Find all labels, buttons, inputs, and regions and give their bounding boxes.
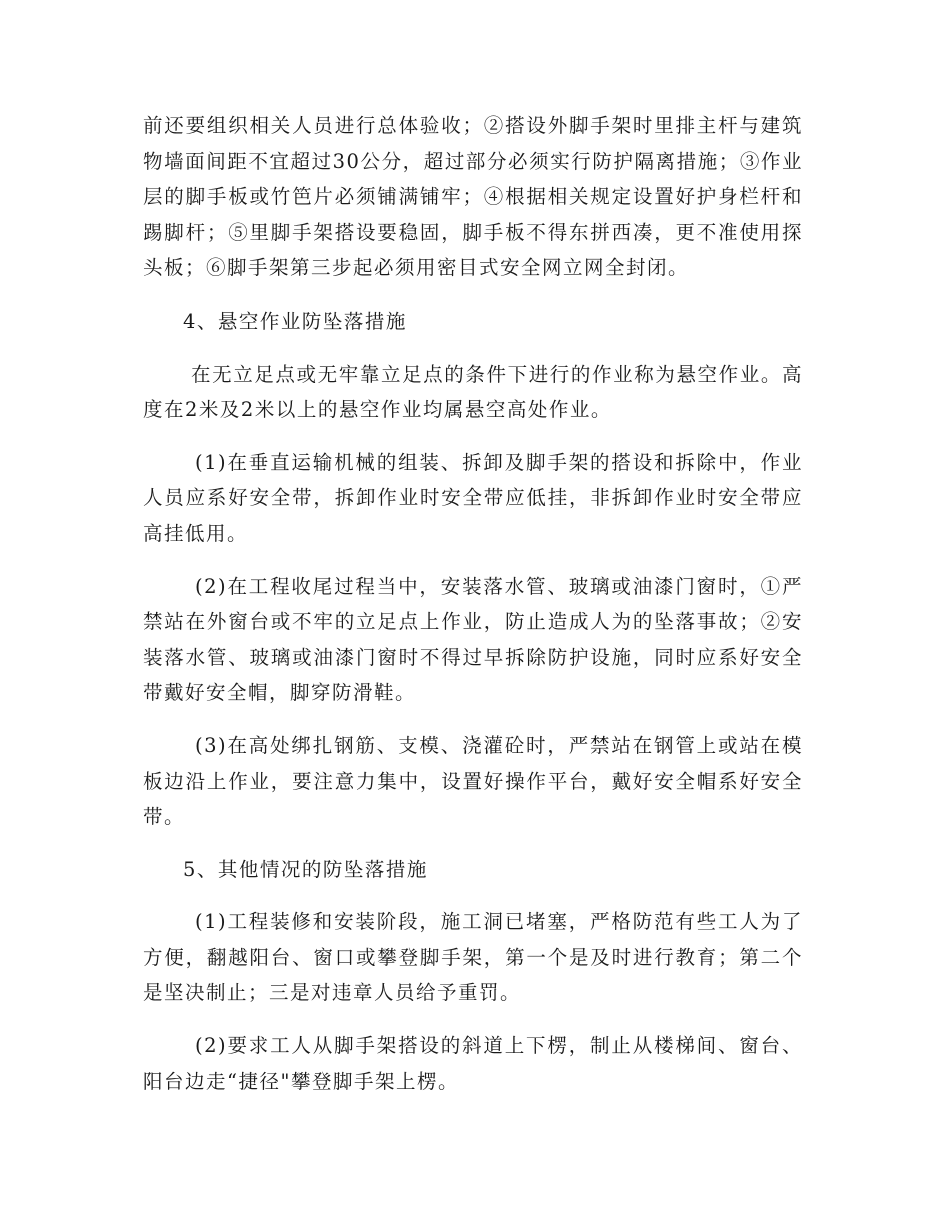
section-4-item-1: (1)在垂直运输机械的组装、拆卸及脚手架的搭设和拆除中，作业人员应系好安全带，拆卸作业时安全带应低挂，非拆卸作业时安全带应高挂低用。 [143,450,803,545]
section-5-item-1: (1)工程装修和安装阶段，施工洞已堵塞，严格防范有些工人为了方便，翻越阳台、窗口或攀登脚手架，第一个是及时进行教育；第二个是坚决制止；三是对违章人员给予重罚。 [143,910,803,1005]
continued-paragraph: 前还要组织相关人员进行总体验收；②搭设外脚手架时里排主杆与建筑物墙面间距不宜超过30公分，超过部分必须实行防护隔离措施；③作业层的脚手板或竹笆片必须铺满铺牢；④根据相关规定设置好护身栏杆和踢脚杆；⑤里脚手架搭设要稳固，脚手板不得东拼西凑，更不准使用探头板；⑥脚手架第三步起必须用密目式安全网立网全封闭。 [143,114,803,280]
section-4-item-2: (2)在工程收尾过程当中，安装落水管、玻璃或油漆门窗时，①严禁站在外窗台或不牢的立足点上作业，防止造成人为的坠落事故；②安装落水管、玻璃或油漆门窗时不得过早拆除防护设施，同时应系好安全带戴好安全帽，脚穿防滑鞋。 [143,574,803,705]
section-5-item-2: (2)要求工人从脚手架搭设的斜道上下楞，制止从楼梯间、窗台、阳台边走“捷径"攀登脚手架上楞。 [143,1034,803,1093]
section-4-intro-paragraph: 在无立足点或无牢靠立足点的条件下进行的作业称为悬空作业。高度在2米及2米以上的悬空作业均属悬空高处作业。 [143,362,803,422]
section-4-item-3: (3)在高处绑扎钢筋、支模、浇灌砼时，严禁站在钢管上或站在模板边沿上作业，要注意力集中，设置好操作平台，戴好安全帽系好安全带。 [143,733,803,829]
section-heading-5: 5、其他情况的防坠落措施 [183,857,428,881]
document-body [143,108,803,1116]
section-heading-4: 4、悬空作业防坠落措施 [183,309,407,333]
